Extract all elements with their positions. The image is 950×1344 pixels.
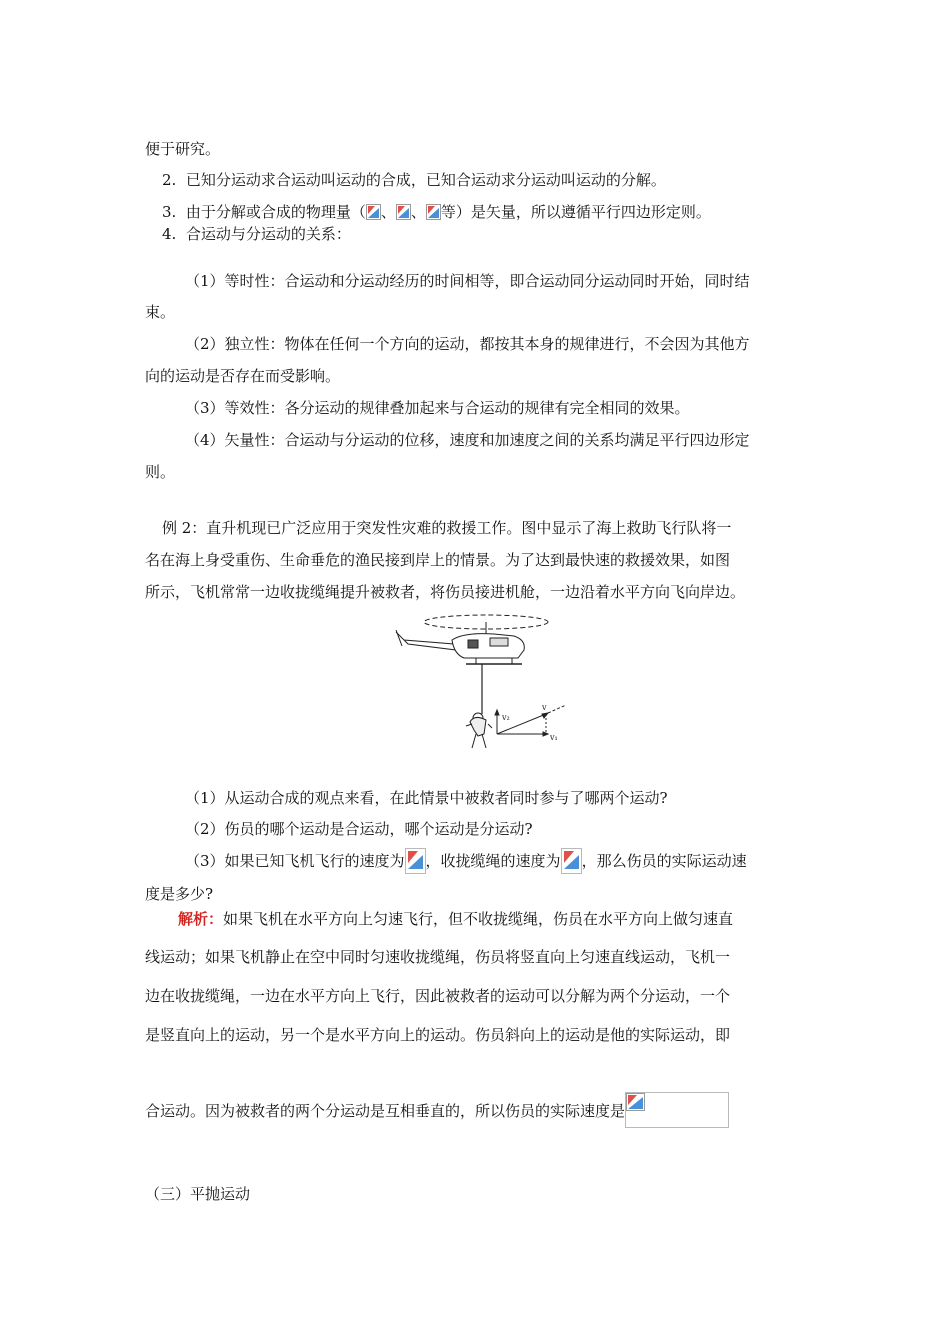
broken-image-icon [625, 1092, 729, 1128]
v2-label: v₂ [502, 713, 510, 722]
sep: 、 [410, 203, 426, 221]
relation-2-line2: 向的运动是否存在而受影响。 [145, 367, 341, 385]
helicopter-body [452, 634, 524, 658]
broken-image-icon [396, 204, 411, 220]
relation-1-line1: （1）等时性：合运动和分运动经历的时间相等，即合运动同分运动同时开始，同时结 [185, 272, 750, 290]
line-p0: 便于研究。 [145, 140, 221, 158]
broken-image-icon [426, 204, 441, 220]
example-line3: 所示，飞机常常一边收拢缆绳提升被救者，将伤员接进机舱，一边沿着水平方向飞向岸边。 [145, 583, 746, 601]
item-number: 4. [162, 225, 177, 243]
item-text: 已知分运动求合运动叫运动的合成，已知合运动求分运动叫运动的分解。 [185, 171, 666, 189]
item-text-a: 由于分解或合成的物理量（ [185, 203, 366, 221]
relation-4-line1: （4）矢量性：合运动与分运动的位移，速度和加速度之间的关系均满足平行四边形定 [185, 431, 750, 449]
relation-3: （3）等效性：各分运动的规律叠加起来与合运动的规律有完全相同的效果。 [185, 399, 690, 417]
relation-4-line2: 则。 [145, 463, 176, 481]
item-3 [162, 202, 711, 222]
item-text-b: 等）是矢量，所以遵循平行四边形定则。 [440, 203, 711, 221]
question-3-line1 [185, 848, 747, 874]
answer-line5 [145, 1092, 729, 1128]
relation-1-line2: 束。 [145, 303, 176, 321]
q3-text-c: ，那么伤员的实际运动速 [581, 852, 747, 870]
example-line2: 名在海上身受重伤、生命垂危的渔民接到岸上的情景。为了达到最快速的救援效果，如图 [145, 551, 731, 569]
broken-image-icon [366, 204, 381, 220]
q3-text-a: （3）如果已知飞机飞行的速度为 [185, 852, 405, 870]
item-text: 合运动与分运动的关系： [185, 225, 351, 243]
helicopter-diagram [394, 610, 568, 766]
item-4 [162, 224, 351, 244]
answer-line1 [178, 909, 733, 929]
answer-line3: 边在收拢缆绳，一边在水平方向上飞行，因此被救者的运动可以分解为两个分运动，一个 [145, 987, 731, 1005]
question-3-line2: 度是多少? [145, 885, 214, 903]
helicopter-rescue-figure [394, 610, 568, 766]
v1-label: v₁ [550, 733, 558, 742]
v-label: v [542, 703, 547, 712]
q3-text-b: ，收拢缆绳的速度为 [425, 852, 561, 870]
answer-line4: 是竖直向上的运动，另一个是水平方向上的运动。伤员斜向上的运动是他的实际运动，即 [145, 1026, 731, 1044]
item-number: 3. [162, 203, 177, 221]
example-line1: 例 2：直升机现已广泛应用于突发性灾难的救援工作。图中显示了海上救助飞行队将一 [162, 519, 732, 537]
question-2: （2）伤员的哪个运动是合运动，哪个运动是分运动? [185, 820, 533, 838]
answer-label: 解析： [178, 910, 224, 928]
broken-image-icon [561, 848, 582, 874]
answer-text-5: 合运动。因为被救者的两个分运动是互相垂直的，所以伤员的实际速度是 [145, 1102, 626, 1120]
sep: 、 [380, 203, 396, 221]
broken-image-icon [405, 848, 426, 874]
question-1: （1）从运动合成的观点来看，在此情景中被救者同时参与了哪两个运动? [185, 789, 668, 807]
answer-line2: 线运动；如果飞机静止在空中同时匀速收拢缆绳，伤员将竖直向上匀速直线运动，飞机一 [145, 948, 731, 966]
item-2 [162, 170, 666, 190]
item-number: 2. [162, 171, 177, 189]
relation-2-line1: （2）独立性：物体在任何一个方向的运动，都按其本身的规律进行，不会因为其他方 [185, 335, 750, 353]
section-heading: （三）平抛运动 [145, 1185, 251, 1203]
answer-text: 如果飞机在水平方向上匀速飞行，但不收拢缆绳，伤员在水平方向上做匀速直 [223, 910, 734, 928]
